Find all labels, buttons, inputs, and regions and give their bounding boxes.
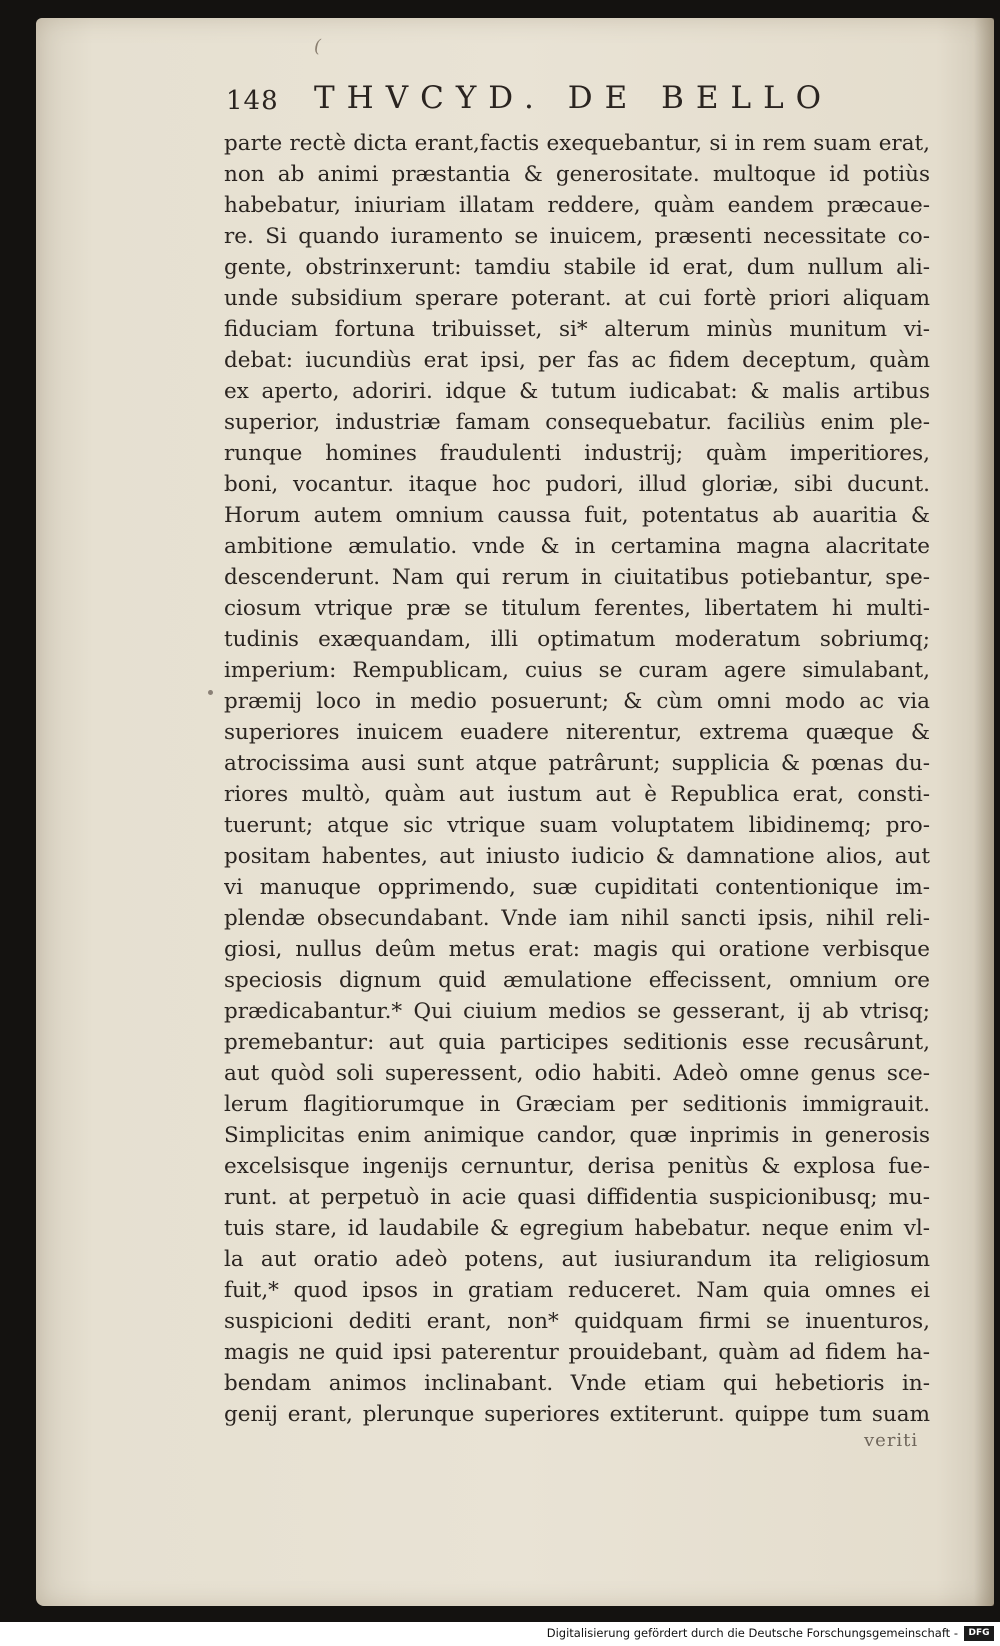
text-line: imperium: Rempublicam, cuius se curam agere simulabant, [224, 658, 930, 683]
dfg-logo: DFG [964, 1626, 994, 1641]
text-line: atrocissima ausi sunt atque patrârunt; supplicia & pœnas du- [224, 751, 930, 776]
text-line: tudinis exæquandam, illi optimatum moderatum sobriumq; [224, 627, 930, 652]
text-line: tuis stare, id laudabile & egregium habebatur. neque enim vl- [224, 1216, 930, 1241]
text-line: giosi, nullus deûm metus erat: magis qui oratione verbisque [224, 937, 930, 962]
running-title: THVCYD. DE BELLO [314, 80, 834, 116]
text-line: speciosis dignum quid æmulatione effecissent, omnium ore [224, 968, 930, 993]
running-head [226, 80, 846, 120]
text-line: genij erant, plerunque superiores extiterunt. quippe tum suam [224, 1402, 930, 1427]
text-line: superiores inuicem euadere niterentur, extrema quæque & [224, 720, 930, 745]
text-line: aut quòd soli superessent, odio habiti. Adeò omne genus sce- [224, 1061, 930, 1086]
text-line: magis ne quid ipsi paterentur prouidebant, quàm ad fidem ha- [224, 1340, 930, 1365]
text-line: suspicioni dediti erant, non* quidquam firmi se inuenturos, [224, 1309, 930, 1334]
text-block [224, 128, 930, 1430]
text-line: descenderunt. Nam qui rerum in ciuitatibus potiebantur, spe- [224, 565, 930, 590]
text-line: excelsisque ingenijs cernuntur, derisa penitùs & explosa fue- [224, 1154, 930, 1179]
text-line: re. Si quando iuramento se inuicem, præsenti necessitate co- [224, 224, 930, 249]
text-line: ambitione æmulatio. vnde & in certamina magna alacritate [224, 534, 930, 559]
text-line: bendam animos inclinabant. Vnde etiam qui hebetioris in- [224, 1371, 930, 1396]
catchword: veriti [864, 1430, 919, 1451]
page-edge [974, 18, 994, 1606]
text-line: superior, industriæ famam consequebatur. faciliùs enim ple- [224, 410, 930, 435]
text-line: non ab animi præstantia & generositate. multoque id potiùs [224, 162, 930, 187]
text-line: Simplicitas enim animique candor, quæ inprimis in generosis [224, 1123, 930, 1148]
text-line: prædicabantur.* Qui ciuium medios se gesserant, ij ab vtrisq; [224, 999, 930, 1024]
text-line: runt. at perpetuò in acie quasi diffidentia suspicionibusq; mu- [224, 1185, 930, 1210]
funding-credit: Digitalisierung gefördert durch die Deutsche Forschungsgemeinschaft - [546, 1626, 958, 1640]
text-line: vi manuque opprimendo, suæ cupiditati contentionique im- [224, 875, 930, 900]
text-line: riores multò, quàm aut iustum aut è Republica erat, consti- [224, 782, 930, 807]
text-line: Horum autem omnium caussa fuit, potentatus ab auaritia & [224, 503, 930, 528]
text-line: fuit,* quod ipsos in gratiam reduceret. Nam quia omnes ei [224, 1278, 930, 1303]
text-line: la aut oratio adeò potens, aut iusiurandum ita religiosum [224, 1247, 930, 1272]
text-line: tuerunt; atque sic vtrique suam voluptatem libidinemq; pro- [224, 813, 930, 838]
text-line: præmij loco in medio posuerunt; & cùm omni modo ac via [224, 689, 930, 714]
page-number: 148 [226, 86, 279, 116]
text-line: ex aperto, adoriri. idque & tutum iudicabat: & malis artibus [224, 379, 930, 404]
text-line: premebantur: aut quia participes seditionis esse recusârunt, [224, 1030, 930, 1055]
text-line: gente, obstrinxerunt: tamdiu stabile id erat, dum nullum ali- [224, 255, 930, 280]
text-line: positam habentes, aut iniusto iudicio & damnatione alios, aut [224, 844, 930, 869]
text-line: habebatur, iniuriam illatam reddere, quàm eandem præcaue- [224, 193, 930, 218]
text-line: boni, vocantur. itaque hoc pudori, illud gloriæ, sibi ducunt. [224, 472, 930, 497]
text-line: plendæ obsecundabant. Vnde iam nihil sancti ipsis, nihil reli- [224, 906, 930, 931]
text-line: lerum flagitiorumque in Græciam per seditionis immigrauit. [224, 1092, 930, 1117]
text-line: runque homines fraudulenti industrij; quàm imperitiores, [224, 441, 930, 466]
text-line: fiduciam fortuna tribuisset, si* alterum minùs munitum vi- [224, 317, 930, 342]
text-line: unde subsidium sperare poterant. at cui fortè priori aliquam [224, 286, 930, 311]
margin-mark [208, 690, 213, 695]
text-line: parte rectè dicta erant,factis exequebantur, si in rem suam erat, [224, 131, 930, 156]
pencil-mark: ( [314, 36, 322, 57]
text-line: debat: iucundiùs erat ipsi, per fas ac fidem deceptum, quàm [224, 348, 930, 373]
text-line: ciosum vtrique præ se titulum ferentes, libertatem hi multi- [224, 596, 930, 621]
footer-bar [0, 1622, 1000, 1646]
